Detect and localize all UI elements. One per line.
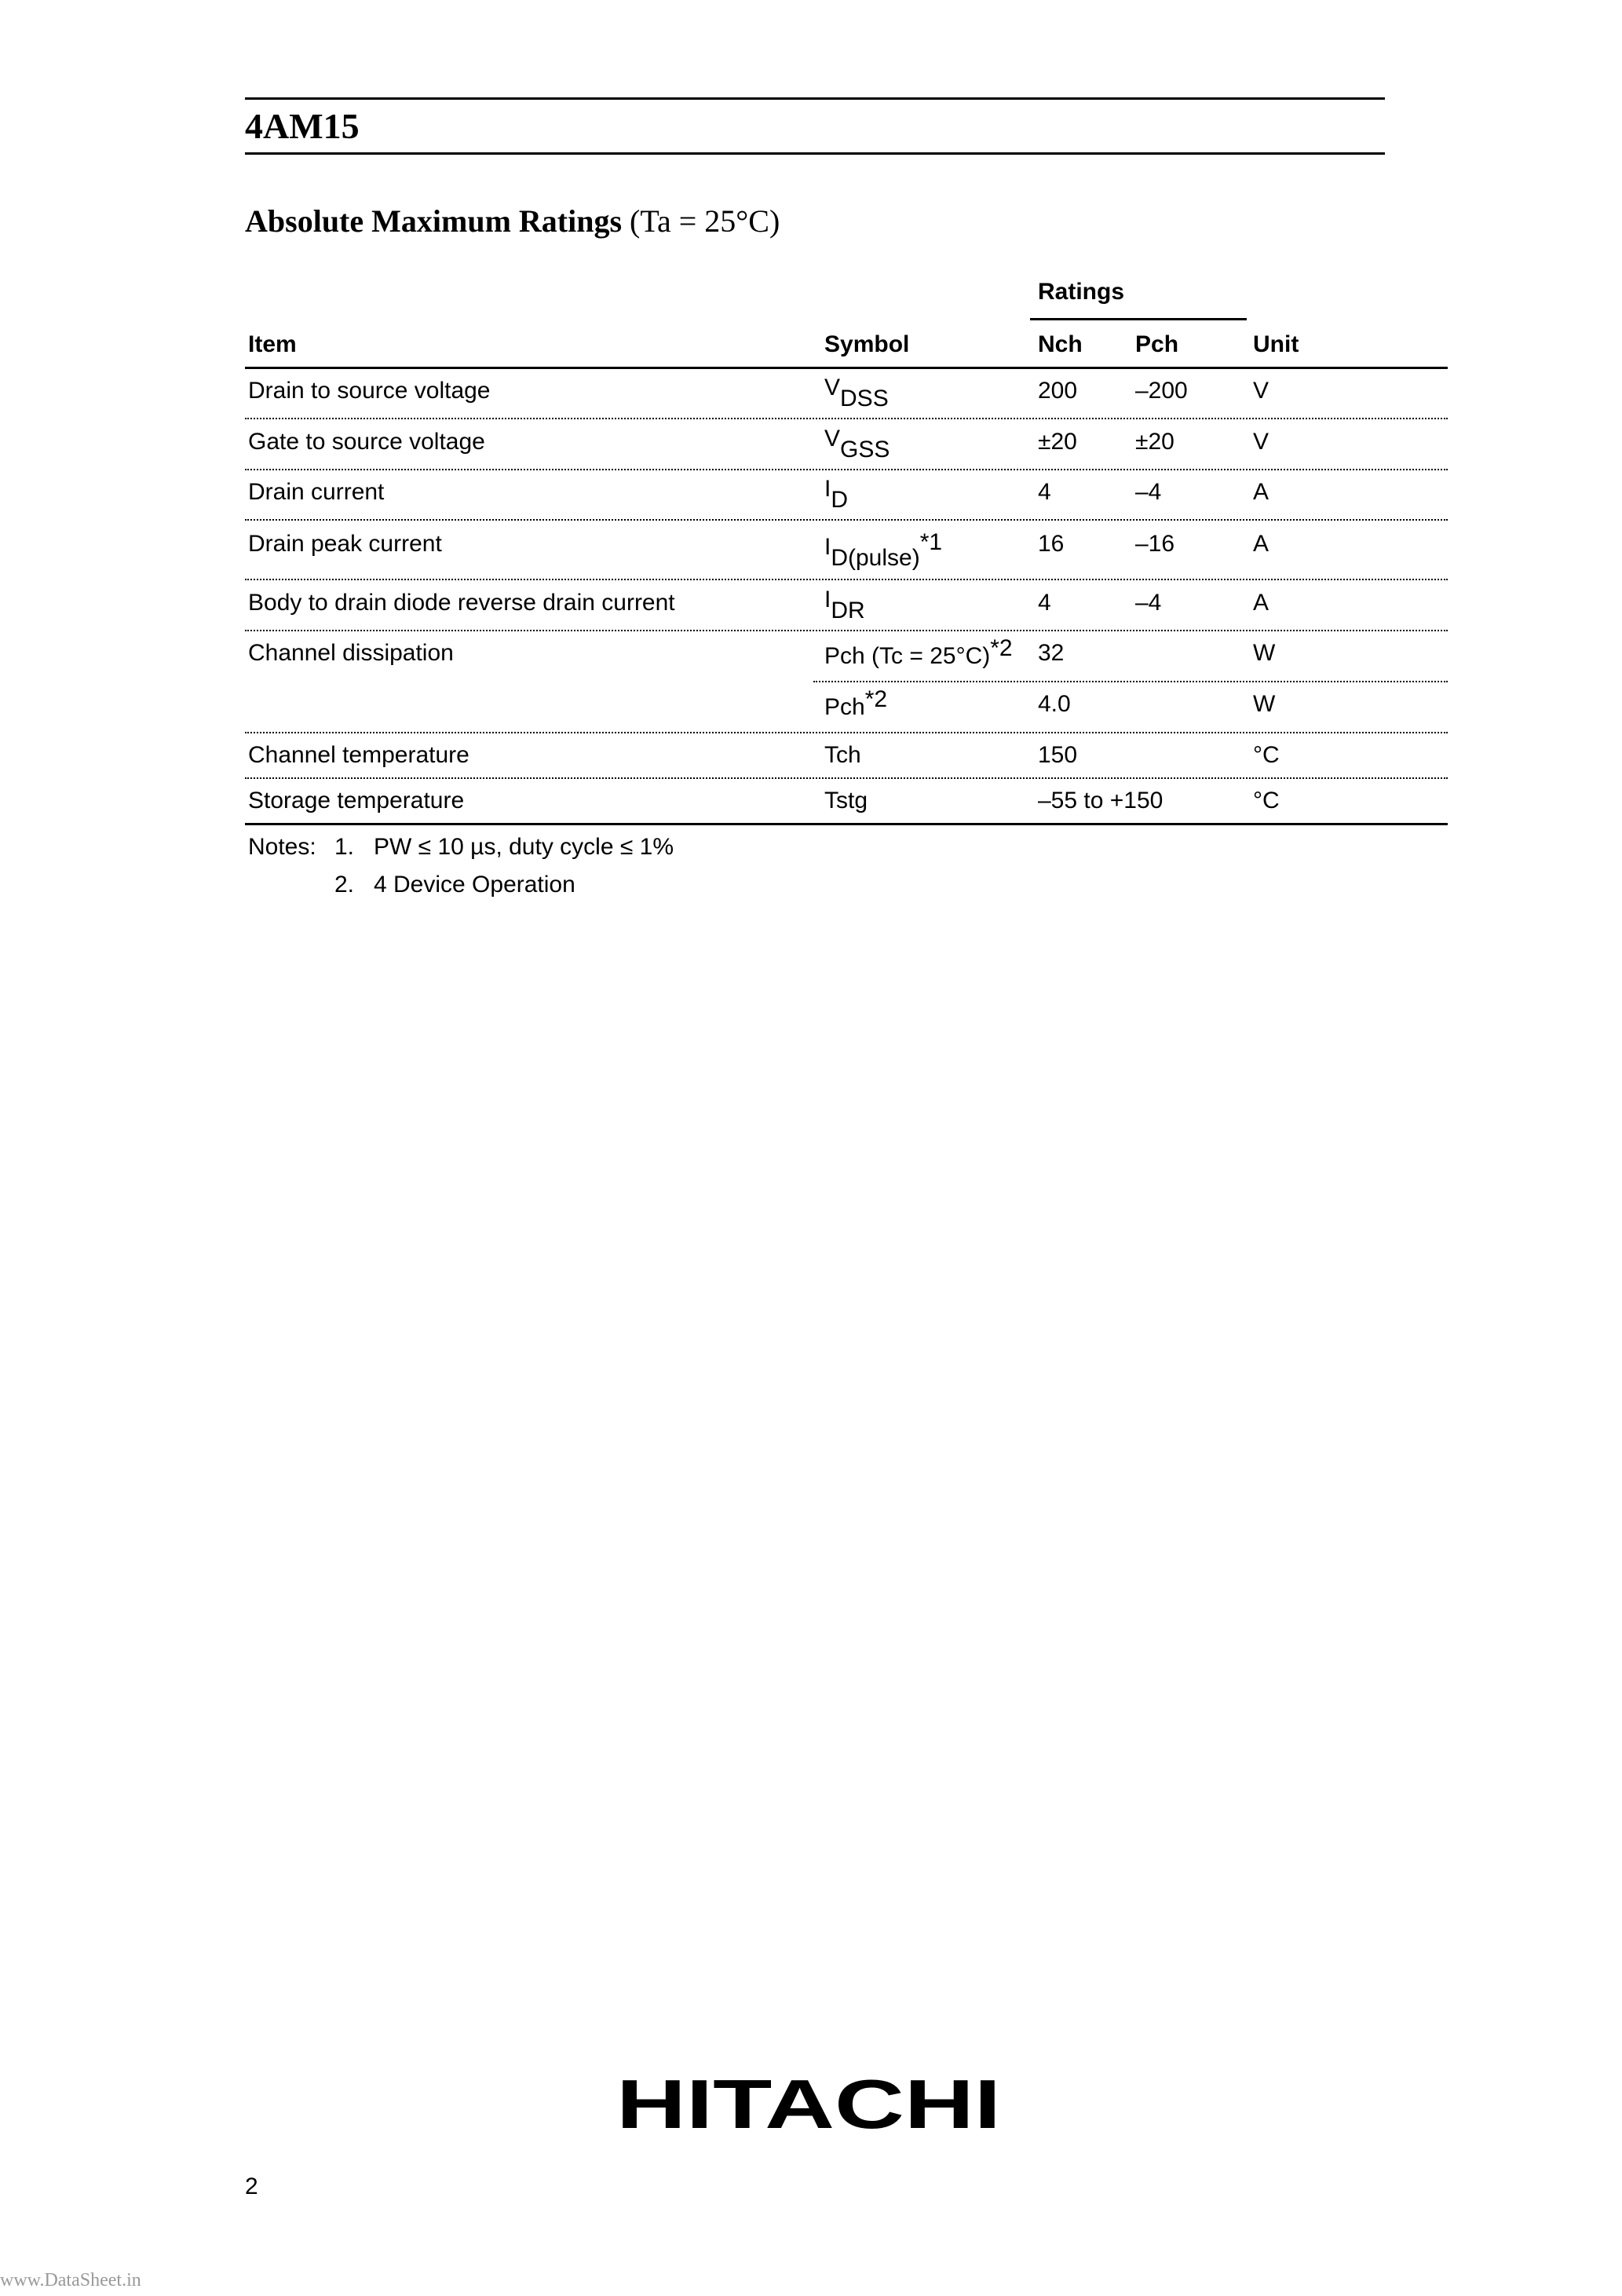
- row-nch: 150: [1038, 742, 1078, 768]
- row-unit: W: [1253, 691, 1276, 717]
- note-text: 4 Device Operation: [374, 872, 575, 898]
- ratings-header: Ratings: [1038, 279, 1125, 305]
- row-pch: ±20: [1135, 429, 1174, 455]
- notes-label: Notes:: [248, 834, 316, 860]
- row-nch: 4.0: [1038, 691, 1071, 717]
- watermark: www.DataSheet.in: [0, 2270, 141, 2291]
- page-number: 2: [245, 2174, 258, 2199]
- row-symbol: ID: [824, 476, 849, 513]
- part-number: 4AM15: [245, 106, 360, 146]
- row-divider: [245, 732, 1448, 733]
- section-title-condition: (Ta = 25°C): [630, 203, 780, 239]
- row-nch: 4: [1038, 590, 1051, 616]
- row-nch: 200: [1038, 378, 1078, 404]
- note-number: 1.: [334, 834, 355, 860]
- row-symbol: Tch: [824, 742, 861, 768]
- row-item: Channel temperature: [248, 742, 469, 768]
- row-pch: –200: [1135, 378, 1188, 404]
- row-unit: A: [1253, 531, 1269, 557]
- note-text: PW ≤ 10 µs, duty cycle ≤ 1%: [374, 834, 674, 860]
- note-number: 2.: [334, 872, 355, 898]
- row-item: Drain peak current: [248, 531, 442, 557]
- row-nch: ±20: [1038, 429, 1077, 455]
- row-pch: –16: [1135, 531, 1175, 557]
- pch-header: Pch: [1135, 331, 1179, 357]
- row-item: Gate to source voltage: [248, 429, 485, 455]
- row-item: Body to drain diode reverse drain current: [248, 590, 675, 616]
- symbol-header: Symbol: [824, 331, 910, 357]
- row-pch: –4: [1135, 479, 1162, 505]
- row-item: Drain current: [248, 479, 385, 505]
- logo-text: HITACHI: [616, 2073, 1001, 2136]
- row-divider: [245, 777, 1448, 779]
- row-unit: V: [1253, 378, 1269, 404]
- header-rule: [245, 152, 1385, 155]
- row-symbol: Tstg: [824, 788, 868, 813]
- nch-header: Nch: [1038, 331, 1083, 357]
- row-unit: °C: [1253, 742, 1280, 768]
- row-unit: V: [1253, 429, 1269, 455]
- row-divider: [245, 519, 1448, 521]
- row-item: Channel dissipation: [248, 640, 454, 666]
- row-unit: W: [1253, 640, 1276, 666]
- row-divider-partial: [813, 681, 1448, 682]
- row-nch: –55 to +150: [1038, 788, 1164, 813]
- row-symbol: Pch*2: [824, 686, 888, 720]
- unit-header: Unit: [1253, 331, 1299, 357]
- row-pch: –4: [1135, 590, 1162, 616]
- row-unit: A: [1253, 590, 1269, 616]
- row-symbol: VGSS: [824, 426, 890, 462]
- row-nch: 16: [1038, 531, 1065, 557]
- ratings-underline: [1030, 318, 1247, 320]
- top-rule: [245, 97, 1385, 100]
- section-title-main: Absolute Maximum Ratings: [245, 203, 623, 239]
- row-divider: [245, 630, 1448, 631]
- row-unit: A: [1253, 479, 1269, 505]
- row-nch: 32: [1038, 640, 1065, 666]
- hitachi-logo: [612, 2073, 1005, 2136]
- row-symbol: Pch (Tc = 25°C)*2: [824, 635, 1013, 669]
- row-symbol: VDSS: [824, 375, 889, 411]
- section-title: [245, 203, 780, 239]
- row-divider: [245, 418, 1448, 419]
- row-symbol: IDR: [824, 587, 865, 623]
- row-symbol: ID(pulse)*1: [824, 529, 943, 571]
- row-unit: °C: [1253, 788, 1280, 813]
- row-divider: [245, 579, 1448, 580]
- row-divider: [245, 469, 1448, 470]
- row-item: Drain to source voltage: [248, 378, 491, 404]
- header-bottom-rule: [245, 367, 1448, 369]
- row-nch: 4: [1038, 479, 1051, 505]
- item-header: Item: [248, 331, 297, 357]
- table-bottom-rule: [245, 823, 1448, 825]
- row-item: Storage temperature: [248, 788, 465, 813]
